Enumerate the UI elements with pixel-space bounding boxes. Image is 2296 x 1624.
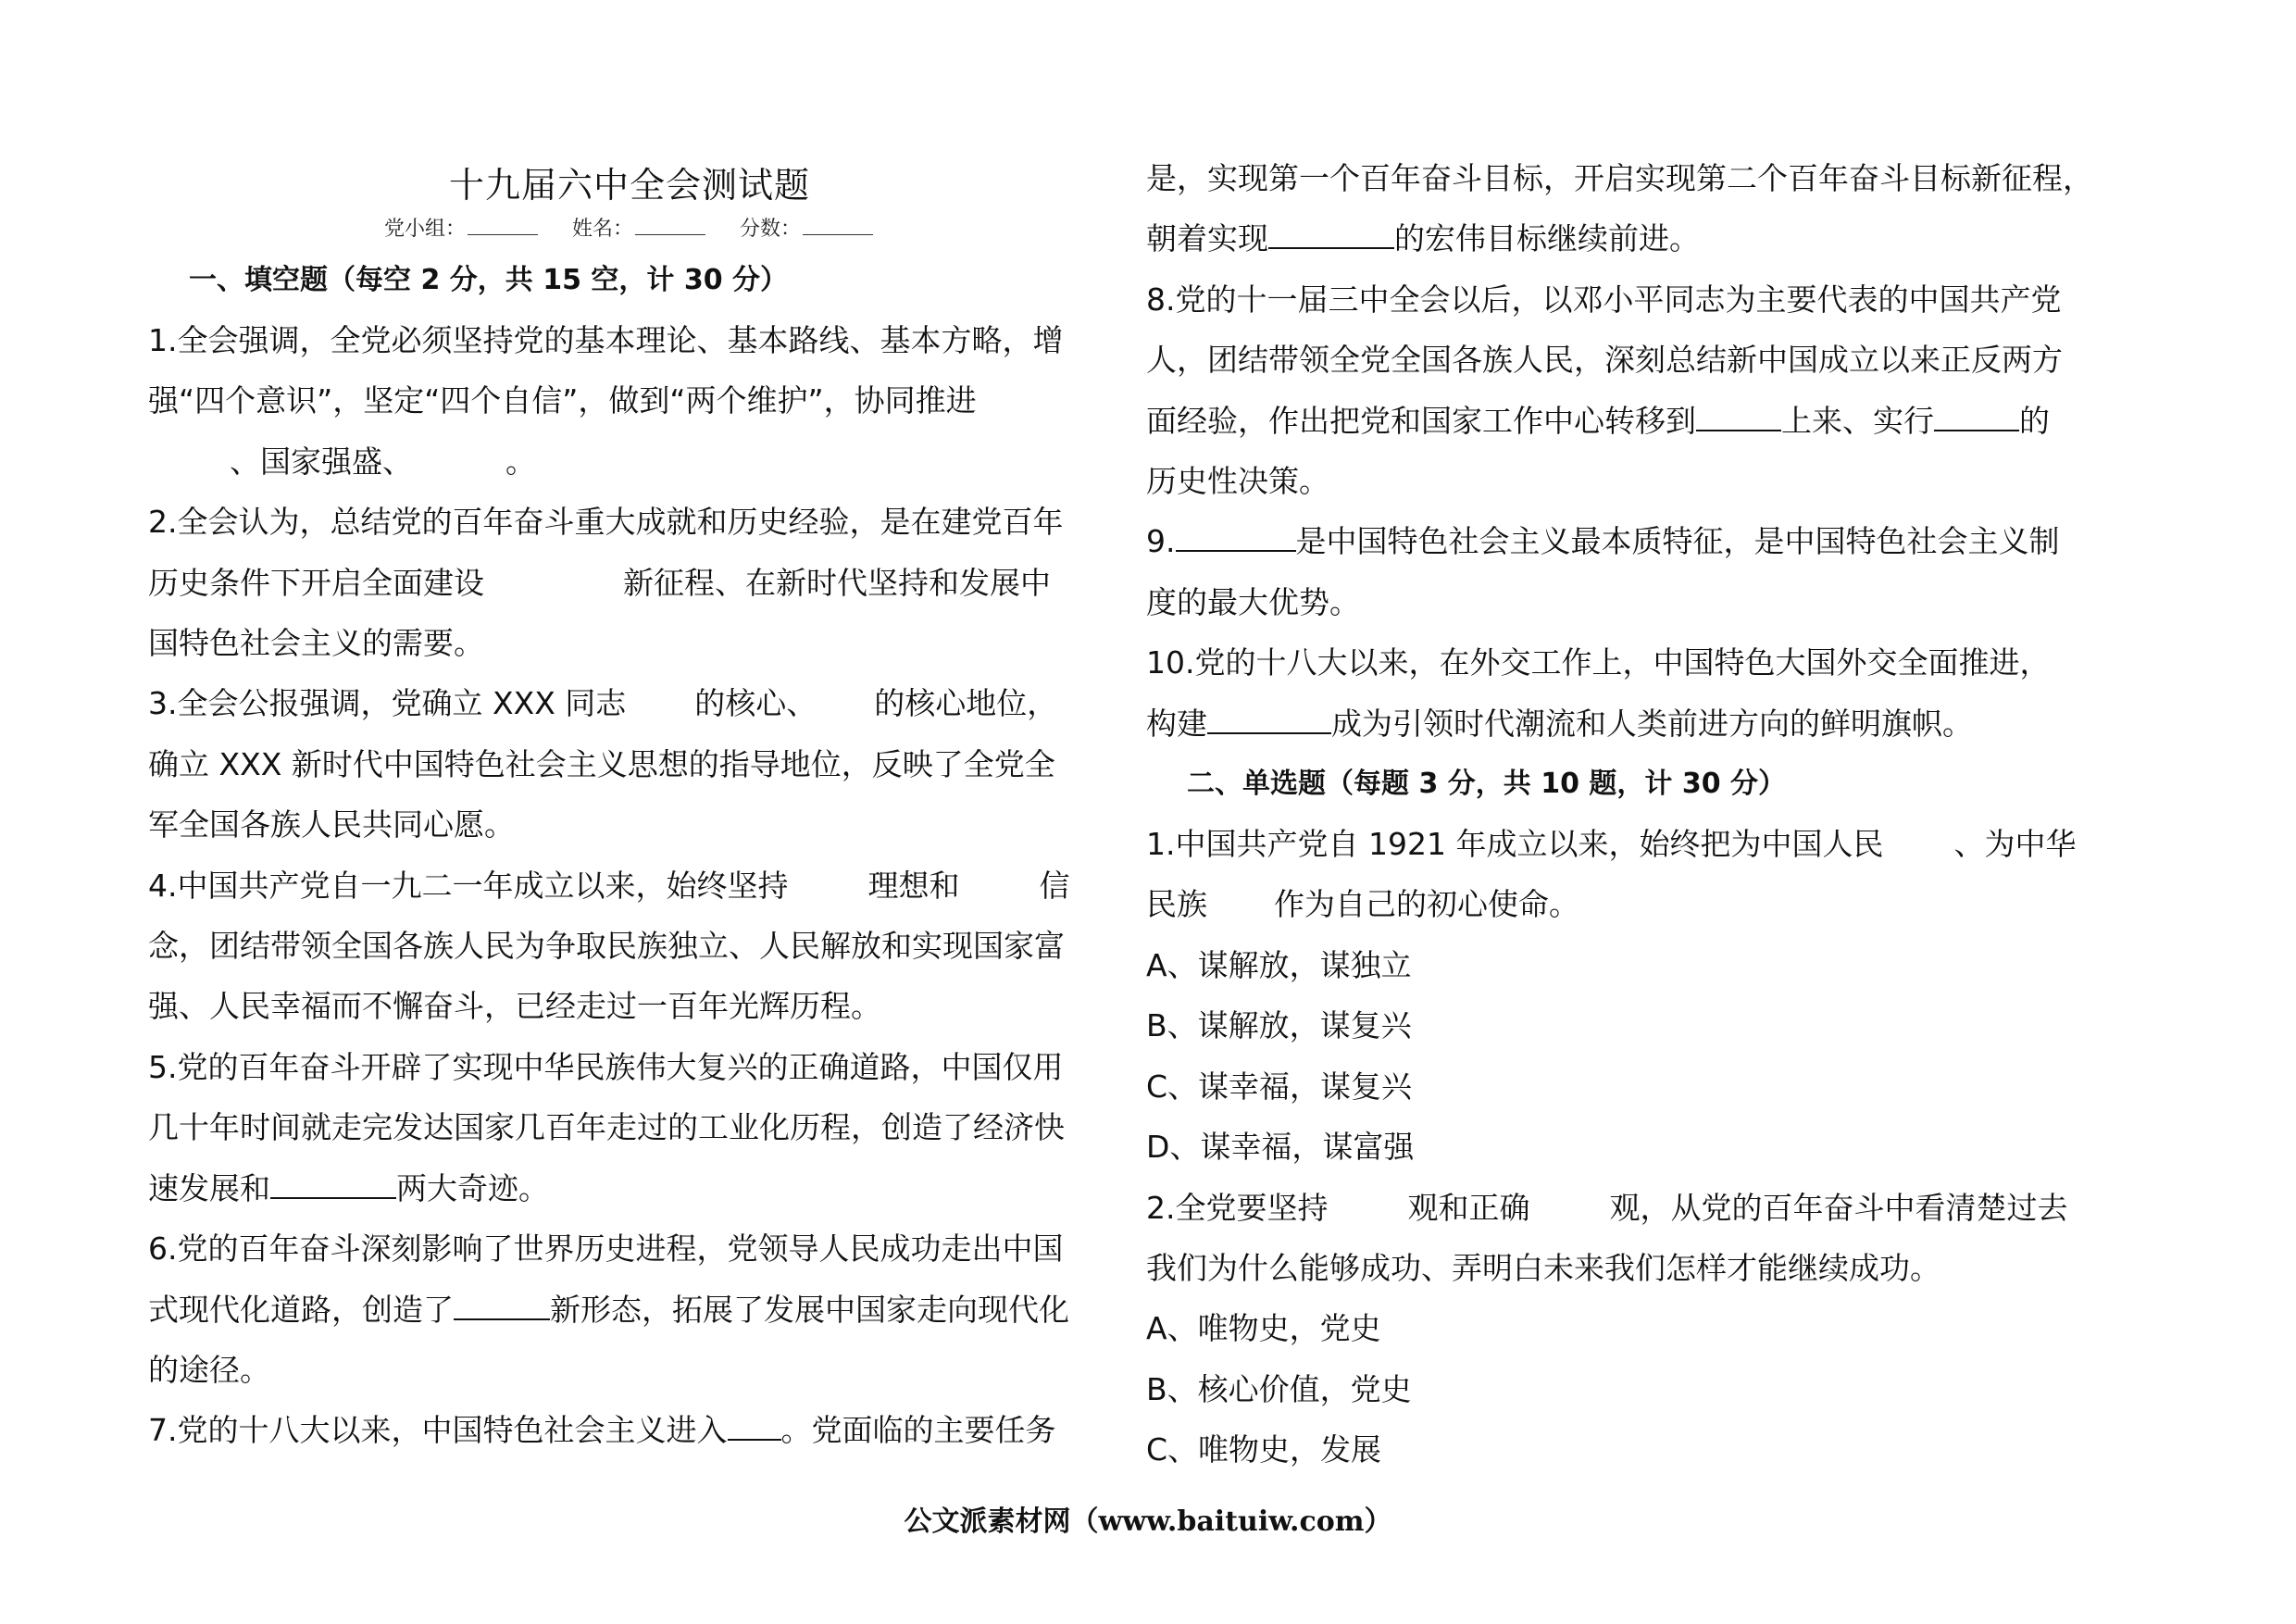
text-span: 。 bbox=[505, 443, 536, 480]
text-span: 新形态，拓展了发展中国家走向现代化 bbox=[550, 1291, 1069, 1328]
answer-underline bbox=[1268, 221, 1394, 249]
text-span: 新征程、在新时代坚持和发展中 bbox=[623, 564, 1051, 601]
question-line: 强“四个意识”，坚定“四个自信”，做到“两个维护”，协同推进 bbox=[148, 382, 977, 419]
text-span: 7.党的十八大以来，中国特色社会主义进入 bbox=[148, 1412, 728, 1449]
question-line: 的途径。 bbox=[148, 1351, 270, 1388]
score-blank bbox=[803, 216, 873, 235]
text-span: 4.中国共产党自一九二一年成立以来，始终坚持 bbox=[148, 867, 789, 904]
option-a: A、谋解放，谋独立 bbox=[1146, 946, 1412, 983]
question-10 bbox=[1146, 632, 2128, 754]
text-span: 民族 bbox=[1146, 886, 1207, 923]
question-line: 人，团结带领全党全国各族人民，深刻总结新中国成立以来正反两方 bbox=[1146, 342, 2063, 379]
text-span: 面经验，作出把党和国家工作中心转移到 bbox=[1146, 402, 1696, 439]
text-span: 的核心地位， bbox=[874, 685, 1058, 722]
text-span: 2.全党要坚持 bbox=[1146, 1189, 1329, 1226]
mc-question-2 bbox=[1146, 1178, 2128, 1480]
text-span: 、为中华 bbox=[1953, 826, 2077, 863]
text-span: 观和正确 bbox=[1407, 1189, 1530, 1226]
question-line bbox=[148, 1158, 1111, 1218]
question-5 bbox=[148, 1037, 1111, 1218]
text-span: 历史条件下开启全面建设 bbox=[148, 564, 484, 601]
question-line bbox=[1146, 391, 2128, 451]
header-fields bbox=[148, 213, 1111, 246]
answer-underline bbox=[1176, 524, 1296, 552]
question-line: 历史性决策。 bbox=[1146, 463, 1329, 500]
question-6 bbox=[148, 1218, 1111, 1400]
question-line: 6.党的百年奋斗深刻影响了世界历史进程，党领导人民成功走出中国 bbox=[148, 1230, 1064, 1268]
right-column bbox=[1146, 148, 2128, 1480]
text-span: 的核心、 bbox=[694, 685, 817, 722]
text-span: 成为引领时代潮流和人类前进方向的鲜明旗帜。 bbox=[1331, 705, 1973, 742]
question-line: 是，实现第一个百年奋斗目标，开启实现第二个百年奋斗目标新征程， bbox=[1146, 160, 2093, 196]
question-line bbox=[148, 1280, 1111, 1340]
question-line bbox=[1146, 208, 2128, 269]
question-line: 几十年时间就走完发达国家几百年走过的工业化历程，创造了经济快 bbox=[148, 1109, 1065, 1146]
section-single-choice-heading: 二、单选题（每题 3 分，共 10 题，计 30 分） bbox=[1187, 768, 1787, 801]
text-span: 两大奇迹。 bbox=[396, 1169, 549, 1206]
text-span: 上来、实行 bbox=[1781, 402, 1934, 439]
question-line: 度的最大优势。 bbox=[1146, 583, 1360, 620]
section-fill-blank-heading: 一、填空题（每空 2 分，共 15 空，计 30 分） bbox=[189, 264, 789, 296]
name-blank bbox=[635, 216, 705, 235]
option-a: A、唯物史，党史 bbox=[1146, 1310, 1381, 1347]
question-4 bbox=[148, 856, 1111, 1037]
question-line: 1.全会强调，全党必须坚持党的基本理论、基本路线、基本方略，增 bbox=[148, 322, 1064, 358]
question-line bbox=[1146, 874, 2128, 934]
text-span: 的宏伟目标继续前进。 bbox=[1394, 220, 1700, 257]
text-span: 1.中国共产党自 1921 年成立以来，始终把为中国人民 bbox=[1146, 826, 1884, 863]
text-span: 构建 bbox=[1146, 705, 1207, 742]
group-blank bbox=[468, 216, 538, 235]
question-line bbox=[1146, 511, 2128, 571]
question-line: 我们为什么能够成功、弄明白未来我们怎样才能继续成功。 bbox=[1146, 1249, 1940, 1286]
question-line: 确立 XXX 新时代中国特色社会主义思想的指导地位，反映了全党全 bbox=[148, 745, 1055, 782]
question-3 bbox=[148, 673, 1111, 855]
question-9 bbox=[1146, 511, 2128, 632]
text-span: 式现代化道路，创造了 bbox=[148, 1291, 454, 1328]
question-7-start bbox=[148, 1400, 1111, 1460]
question-line bbox=[1146, 693, 2128, 754]
option-c: C、唯物史，发展 bbox=[1146, 1431, 1382, 1468]
page-title: 十九届六中全会测试题 bbox=[448, 165, 810, 206]
answer-underline bbox=[728, 1413, 781, 1441]
name-field bbox=[572, 218, 707, 241]
text-span: 理想和 bbox=[867, 867, 960, 904]
question-line bbox=[148, 673, 1111, 733]
footer-source: 公文派素材网（www.baituiw.com） bbox=[904, 1505, 1392, 1538]
answer-underline bbox=[270, 1171, 396, 1199]
group-label: 党小组： bbox=[383, 218, 466, 241]
question-7-cont bbox=[1146, 148, 2128, 269]
question-line bbox=[148, 856, 1111, 916]
question-line bbox=[1146, 814, 2128, 874]
option-b: B、核心价值，党史 bbox=[1146, 1370, 1412, 1407]
question-line: 强、人民幸福而不懈奋斗，已经走过一百年光辉历程。 bbox=[148, 988, 881, 1025]
name-label: 姓名： bbox=[571, 218, 633, 241]
question-1 bbox=[148, 310, 1111, 492]
question-line: 5.党的百年奋斗开辟了实现中华民族伟大复兴的正确道路，中国仅用 bbox=[148, 1048, 1064, 1085]
question-line: 念，团结带领全国各族人民为争取民族独立、人民解放和实现国家富 bbox=[148, 928, 1065, 965]
option-d: D、谋幸福，谋富强 bbox=[1146, 1129, 1415, 1166]
question-line: 8.党的十一届三中全会以后，以邓小平同志为主要代表的中国共产党 bbox=[1146, 281, 2062, 318]
question-8 bbox=[1146, 269, 2128, 512]
text-span: 、国家强盛、 bbox=[230, 443, 413, 480]
question-line: 军全国各族人民共同心愿。 bbox=[148, 806, 515, 843]
text-span: 观，从党的百年奋斗中看清楚过去 bbox=[1609, 1189, 2068, 1226]
question-line: 2.全会认为，总结党的百年奋斗重大成就和历史经验，是在建党百年 bbox=[148, 504, 1064, 541]
question-line bbox=[148, 553, 1111, 613]
question-line: 国特色社会主义的需要。 bbox=[148, 625, 484, 662]
question-line bbox=[148, 431, 1111, 492]
question-line bbox=[1146, 1178, 2128, 1238]
score-field bbox=[740, 218, 875, 241]
answer-underline bbox=[1934, 404, 2019, 431]
text-span: 朝着实现 bbox=[1146, 220, 1268, 257]
score-label: 分数： bbox=[740, 218, 802, 241]
text-span: 作为自己的初心使命。 bbox=[1274, 886, 1579, 923]
option-b: B、谋解放，谋复兴 bbox=[1146, 1007, 1412, 1044]
group-field bbox=[384, 218, 540, 241]
question-line: 10.党的十八大以来，在外交工作上，中国特色大国外交全面推进， bbox=[1146, 644, 2051, 681]
answer-underline bbox=[1207, 706, 1331, 734]
text-span: 是中国特色社会主义最本质特征，是中国特色社会主义制 bbox=[1295, 523, 2060, 560]
answer-underline bbox=[1696, 404, 1781, 431]
mc-question-1 bbox=[1146, 814, 2128, 1177]
text-span: 9. bbox=[1146, 523, 1176, 560]
text-span: 3.全会公报强调，党确立 XXX 同志 bbox=[148, 685, 627, 722]
text-span: 信 bbox=[1039, 867, 1070, 904]
left-column bbox=[148, 157, 1111, 1461]
text-span: 。党面临的主要任务 bbox=[780, 1412, 1056, 1449]
text-span: 速发展和 bbox=[148, 1169, 270, 1206]
question-2 bbox=[148, 492, 1111, 673]
answer-underline bbox=[454, 1293, 550, 1320]
option-c: C、谋幸福，谋复兴 bbox=[1146, 1068, 1413, 1105]
question-line bbox=[148, 1400, 1111, 1460]
text-span: 的 bbox=[2019, 402, 2050, 439]
